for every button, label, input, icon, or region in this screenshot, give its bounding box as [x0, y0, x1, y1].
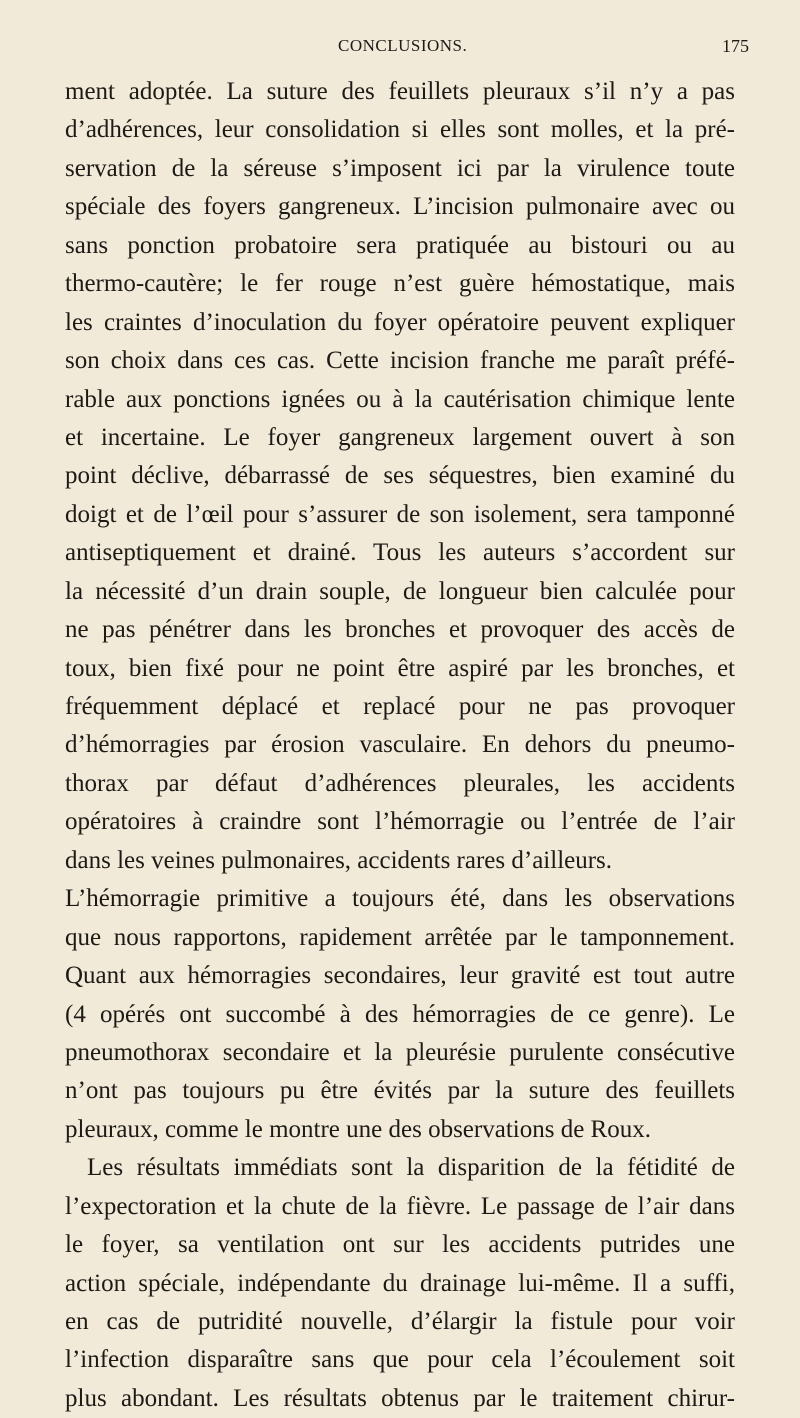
text-line: sans ponction probatoire sera pratiquée au bistouri ou au: [65, 231, 735, 259]
body-text: [65, 73, 735, 1418]
text-line: l’expectoration et la chute de la fièvre. Le passage de l’air dans: [65, 1192, 735, 1220]
text-line: plus abondant. Les résultats obtenus par le traitement chirur-: [65, 1384, 735, 1412]
text-line: le foyer, sa ventilation ont sur les accidents putrides une: [65, 1231, 735, 1259]
text-line: point déclive, débarrassé de ses séquestres, bien examiné du: [65, 462, 735, 490]
text-line: toux, bien fixé pour ne point être aspiré par les bronches, et: [65, 654, 735, 682]
page-number: 175: [722, 36, 749, 56]
text-line: servation de la séreuse s’imposent ici par la virulence toute: [65, 154, 735, 182]
text-line: n’ont pas toujours pu être évités par la suture des feuillets: [65, 1077, 735, 1105]
text-line: thermo-cautère; le fer rouge n’est guère hémostatique, mais: [65, 270, 735, 298]
text-line: ment adoptée. La suture des feuillets pleuraux s’il n’y a pas: [65, 78, 735, 105]
text-line: son choix dans ces cas. Cette incision franche me paraît préfé-: [65, 347, 735, 375]
text-line: opératoires à craindre sont l’hémorragie ou l’entrée de l’air: [65, 808, 735, 836]
text-line: ne pas pénétrer dans les bronches et provoquer des accès de: [65, 616, 735, 644]
text-line: que nous rapportons, rapidement arrêtée par le tamponnement.: [65, 923, 735, 951]
text-line: et incertaine. Le foyer gangreneux largement ouvert à son: [65, 423, 735, 451]
text-line: en cas de putridité nouvelle, d’élargir la fistule pour voir: [65, 1308, 735, 1335]
text-line: pneumothorax secondaire et la pleurésie purulente consécutive: [65, 1038, 735, 1066]
text-line: antiseptiquement et drainé. Tous les auteurs s’accordent sur: [65, 539, 735, 567]
text-line: fréquemment déplacé et replacé pour ne pas provoquer: [65, 693, 735, 720]
text-line: action spéciale, indépendante du drainage lui-même. Il a suffi,: [65, 1269, 735, 1297]
text-line: Les résultats immédiats sont la disparition de la fétidité de: [87, 1154, 735, 1182]
running-head: [0, 30, 800, 60]
text-line: la nécessité d’un drain souple, de longueur bien calculée pour: [65, 577, 735, 605]
text-line: l’infection disparaître sans que pour cela l’écoulement soit: [65, 1346, 735, 1374]
running-title: CONCLUSIONS.: [338, 36, 468, 55]
text-line: d’adhérences, leur consolidation si elles sont molles, et la pré-: [65, 116, 735, 144]
text-line: thorax par défaut d’adhérences pleurales, les accidents: [65, 769, 735, 797]
text-line: doigt et de l’œil pour s’assurer de son isolement, sera tamponné: [65, 500, 735, 528]
text-line: d’hémorragies par érosion vasculaire. En dehors du pneumo-: [65, 731, 735, 759]
text-line: dans les veines pulmonaires, accidents rares d’ailleurs.: [65, 846, 613, 874]
text-line: pleuraux, comme le montre une des observations de Roux.: [65, 1115, 651, 1143]
text-line: rable aux ponctions ignées ou à la cautérisation chimique lente: [65, 385, 735, 413]
text-line: spéciale des foyers gangreneux. L’incision pulmonaire avec ou: [65, 193, 735, 221]
text-line: Quant aux hémorragies secondaires, leur gravité est tout autre: [65, 962, 735, 990]
text-line: (4 opérés ont succombé à des hémorragies de ce genre). Le: [65, 1000, 735, 1028]
text-line: les craintes d’inoculation du foyer opératoire peuvent expliquer: [65, 308, 735, 336]
text-line: L’hémorragie primitive a toujours été, dans les observations: [65, 885, 735, 913]
